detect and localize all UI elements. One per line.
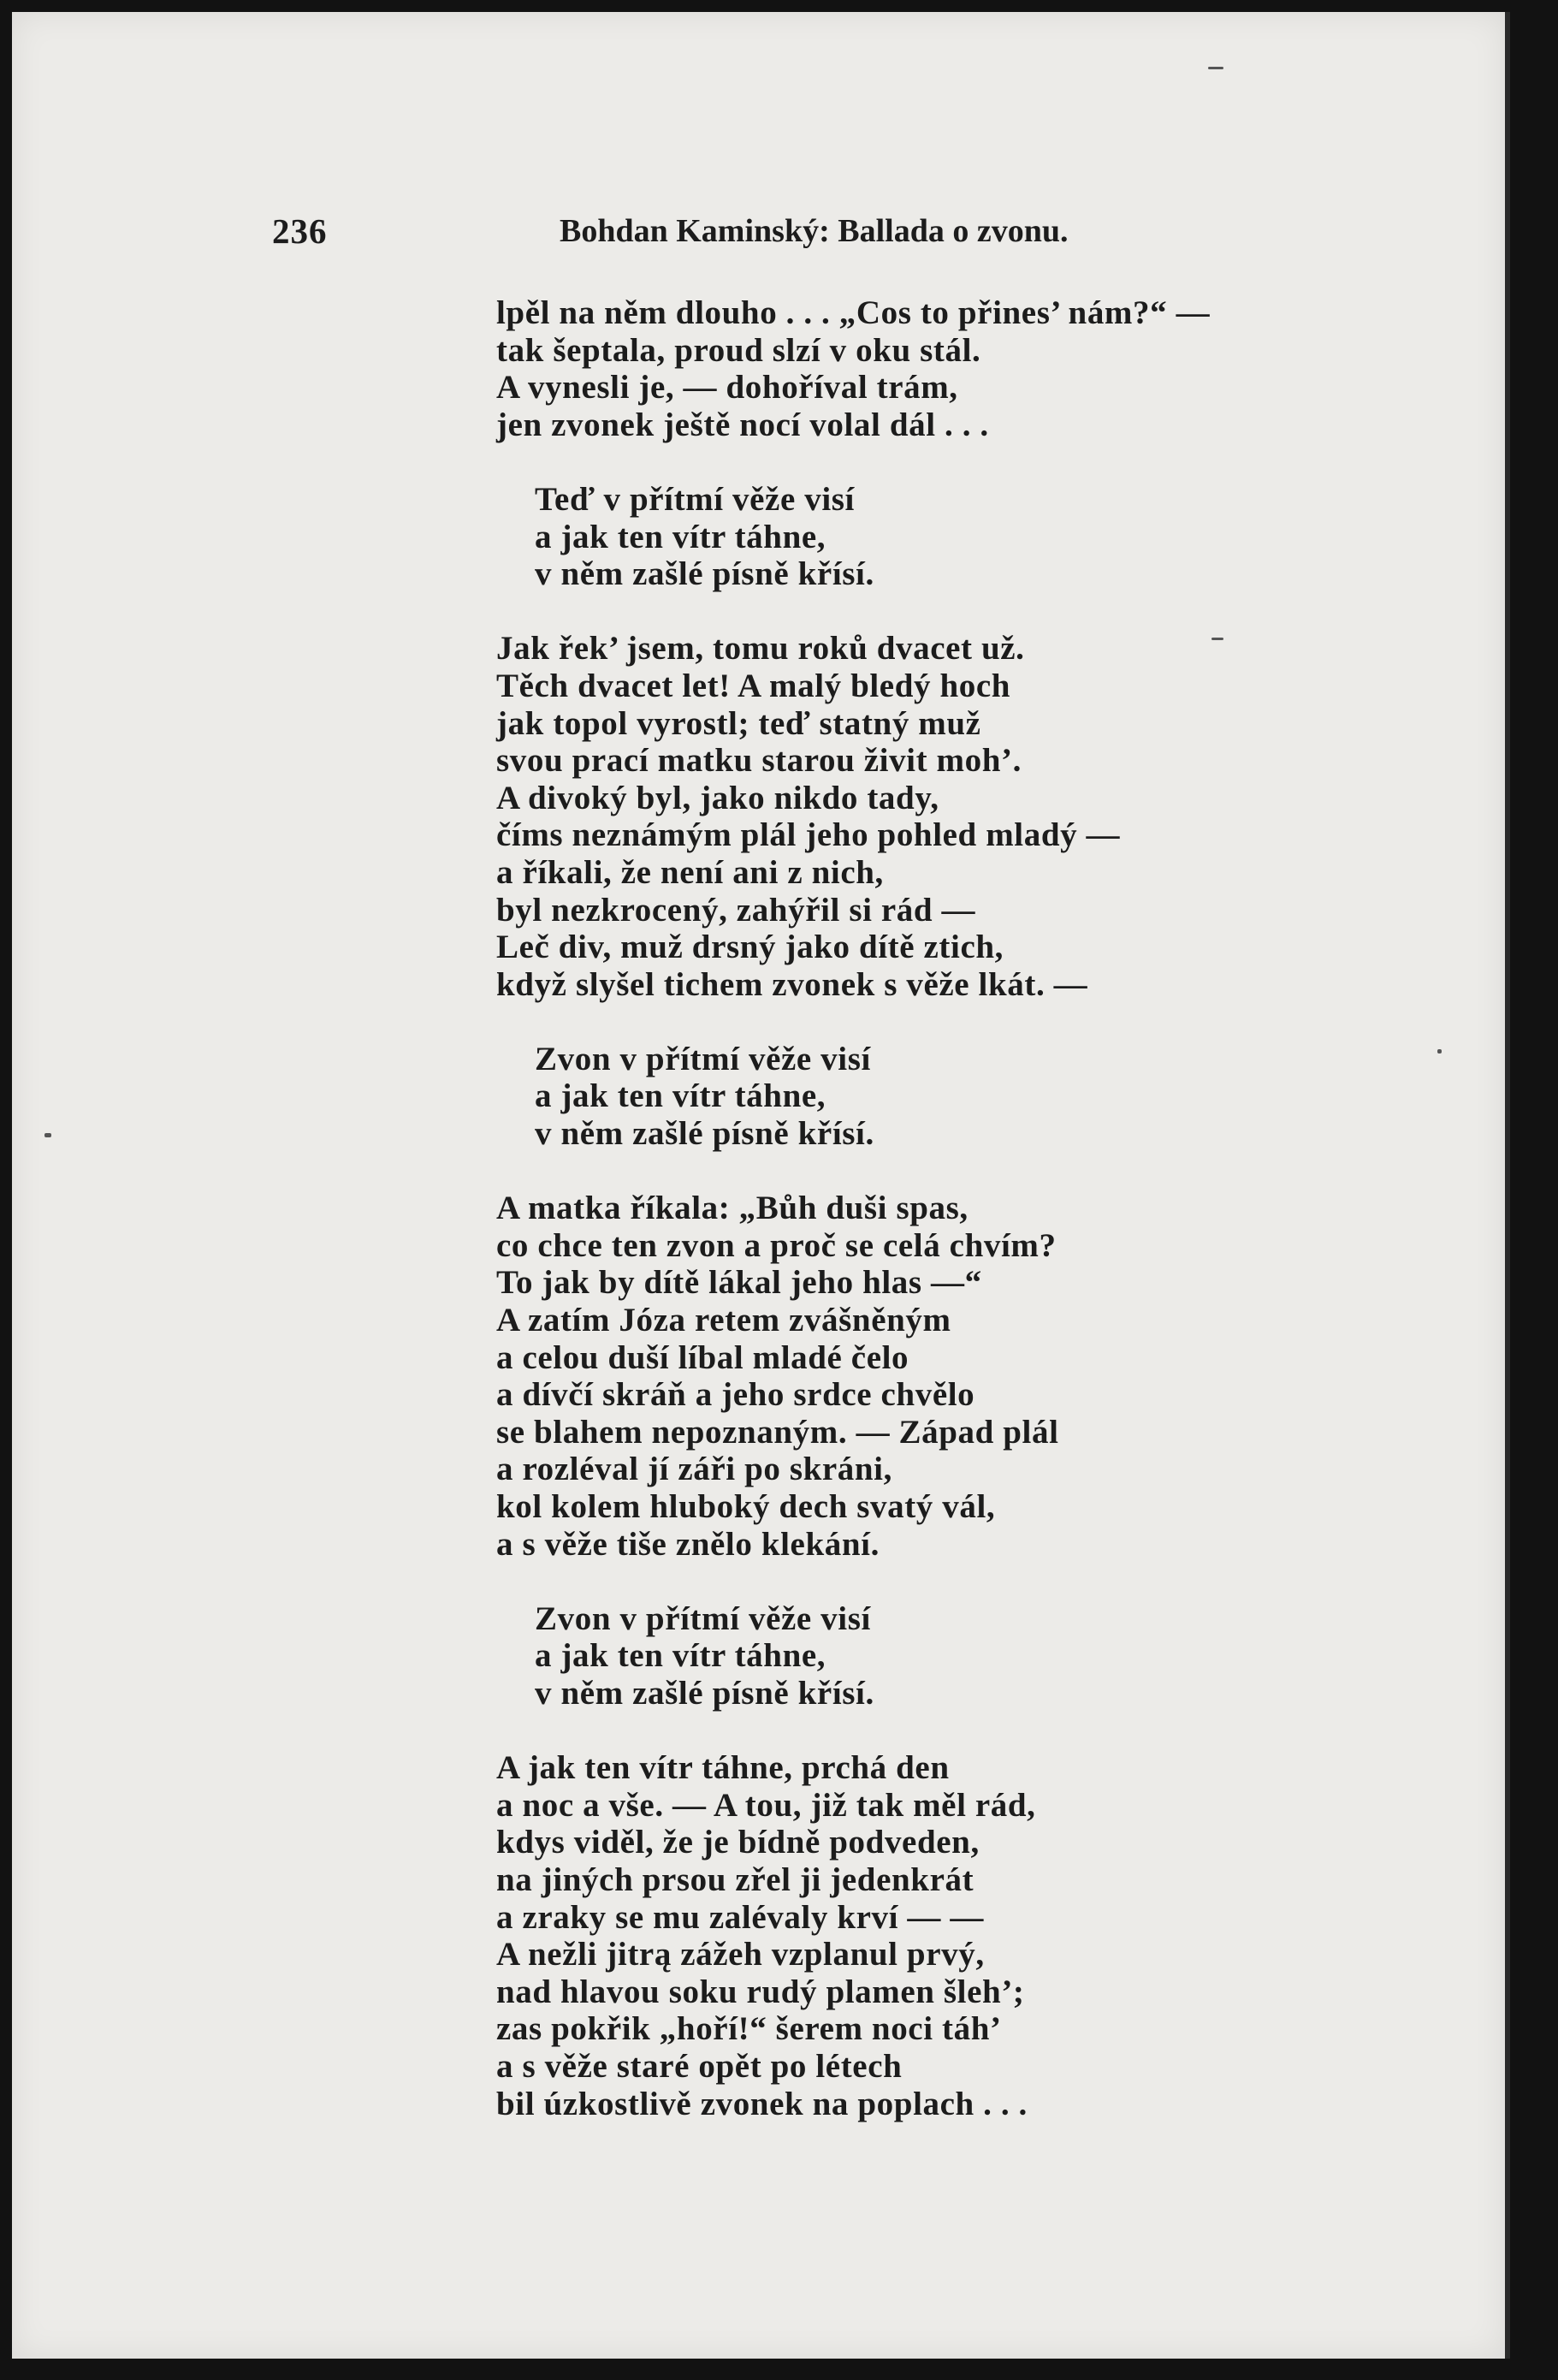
poem-line: A zatím Józa retem zvášněným <box>496 1302 951 1339</box>
poem-line: Teď v přítmí věže visí <box>535 480 855 518</box>
poem-line: bil úzkostlivě zvonek na poplach . . . <box>496 2085 1028 2122</box>
poem-line: na jiných prsou zřel ji jedenkrát <box>496 1861 974 1898</box>
poem-line: a říkali, že není ani z nich, <box>496 853 884 891</box>
poem-line: zas pokřik „hoří!“ šerem noci táh’ <box>496 2010 1002 2048</box>
poem-line: když slyšel tichem zvonek s věže lkát. — <box>496 965 1088 1003</box>
refrain-stanza <box>496 1600 1352 1712</box>
refrain-stanza <box>496 1041 1352 1153</box>
scan-speck <box>1211 638 1223 640</box>
running-title: Bohdan Kaminský: Ballada o zvonu. <box>560 213 1069 249</box>
poem-line: a zraky se mu zalévaly krví — — <box>496 1898 984 1936</box>
book-page <box>12 12 1510 2359</box>
scan-speck <box>1208 67 1223 69</box>
poem-line: co chce ten zvon a proč se celá chvím? <box>496 1226 1057 1264</box>
poem-line: a jak ten vítr táhne, <box>535 1637 826 1675</box>
poem-line: lpěl na něm dlouho . . . „Cos to přines’ nám?“ — <box>496 294 1211 331</box>
page-number: 236 <box>272 211 328 251</box>
poem-line: se blahem nepoznaným. — Západ plál <box>496 1413 1059 1451</box>
poem-line: Zvon v přítmí věže visí <box>535 1600 871 1637</box>
poem-body <box>496 294 1352 2160</box>
poem-line: v něm zašlé písně křísí. <box>535 555 874 593</box>
poem-line: Zvon v přítmí věže visí <box>535 1040 871 1077</box>
poem-line: jak topol vyrostl; teď statný muž <box>496 704 981 742</box>
poem-line: byl nezkrocený, zahýřil si rád — <box>496 891 976 929</box>
poem-line: Leč div, muž drsný jako dítě ztich, <box>496 929 1004 966</box>
poem-line: To jak by dítě lákal jeho hlas —“ <box>496 1264 982 1302</box>
scan-speck <box>44 1133 51 1137</box>
poem-line: a s věže staré opět po létech <box>496 2047 903 2085</box>
poem-line: tak šeptala, proud slzí v oku stál. <box>496 331 981 369</box>
poem-line: a dívčí skráň a jeho srdce chvělo <box>496 1376 975 1414</box>
page-header <box>12 211 1505 253</box>
poem-line: a rozléval jí záři po skráni, <box>496 1451 892 1488</box>
poem-line: jen zvonek ještě nocí volal dál . . . <box>496 406 989 443</box>
verse-stanza <box>496 1749 1352 2122</box>
poem-line: svou prací matku starou živit moh’. <box>496 742 1022 780</box>
scan-speck <box>1437 1049 1442 1053</box>
verse-stanza <box>496 1190 1352 1563</box>
poem-line: a s věže tiše znělo klekání. <box>496 1525 880 1563</box>
poem-line: kol kolem hluboký dech svatý vál, <box>496 1488 996 1525</box>
poem-line: A vynesli je, — dohoříval trám, <box>496 369 958 407</box>
poem-line: A matka říkala: „Bůh duši spas, <box>496 1190 969 1227</box>
verse-stanza <box>496 630 1352 1003</box>
poem-line: číms neznámým plál jeho pohled mladý — <box>496 816 1121 854</box>
poem-line: a celou duší líbal mladé čelo <box>496 1338 909 1376</box>
poem-line: a noc a vše. — A tou, již tak měl rád, <box>496 1786 1036 1824</box>
poem-line: v něm zašlé písně křísí. <box>535 1674 874 1712</box>
poem-line: Jak řek’ jsem, tomu roků dvacet už. <box>496 630 1025 668</box>
poem-line: v něm zašlé písně křísí. <box>535 1115 874 1153</box>
poem-line: A nežli jitrą zážeh vzplanul prvý, <box>496 1936 985 1973</box>
poem-line: nad hlavou soku rudý plamen šleh’; <box>496 1973 1025 2010</box>
poem-line: Těch dvacet let! A malý bledý hoch <box>496 667 1011 704</box>
poem-line: a jak ten vítr táhne, <box>535 1077 826 1115</box>
poem-line: kdys viděl, že je bídně podveden, <box>496 1824 980 1861</box>
poem-line: A divoký byl, jako nikdo tady, <box>496 779 939 816</box>
poem-line: a jak ten vítr táhne, <box>535 518 826 555</box>
refrain-stanza <box>496 481 1352 593</box>
poem-line: A jak ten vítr táhne, prchá den <box>496 1749 950 1787</box>
verse-stanza <box>496 294 1352 443</box>
